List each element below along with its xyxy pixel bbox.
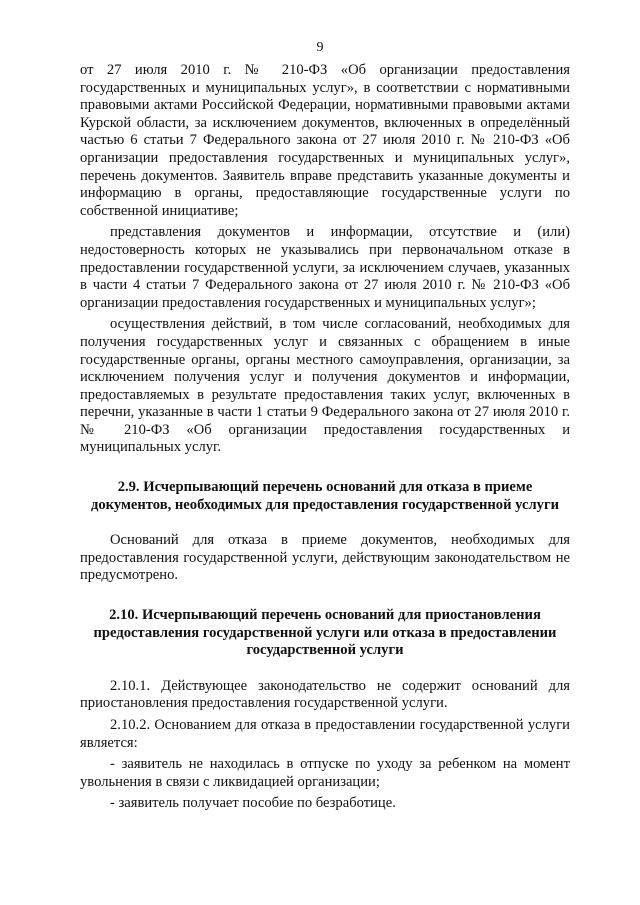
page-number: 9 <box>316 40 324 55</box>
paragraph-actions: осуществления действий, в том числе согласований, необходимых для получения государственных услуг и связанных с обращением в иные государственные органы, органы местного самоуправления, организации, за исключением получения услуг и получения документов и информации, предоставляемых в результате предоставления таких услуг, включенных в перечни, указанные в части 1 статьи 9 Федерального закона от 27 июля 2010 г. № 210-ФЗ «Об организации предоставления государственных и муниципальных услуг. <box>80 316 570 456</box>
document-body <box>80 62 570 813</box>
section-2-9-heading: 2.9. Исчерпывающий перечень оснований для отказа в приеме документов, необходимых для предоставления государственной услуги <box>91 479 559 513</box>
section-2-9-body: Оснований для отказа в приеме документов, необходимых для предоставления государственной услуги, действующим законодательством не предусмотрено. <box>80 532 570 584</box>
section-2-10-1: 2.10.1. Действующее законодательство не содержит оснований для приостановления предоставления государственной услуги. <box>80 677 570 712</box>
paragraph-continuation: от 27 июля 2010 г. № 210-ФЗ «Об организации предоставления государственных и муниципальных услуг», в соответствии с нормативными правовыми актами Российской Федерации, нормативными правовыми актами Курской области, за исключением документов, включенных в определённый частью 6 статьи 7 Федерального закона от 27 июля 2010 г. № 210-ФЗ «Об организации предоставления государственных и муниципальных услуг», перечень документов. Заявитель вправе представить указанные документы и информацию в органы, предоставляющие государственные услуги по собственной инициативе; <box>80 62 570 219</box>
section-2-10-2: 2.10.2. Основанием для отказа в предоставлении государственной услуги является: <box>80 717 570 751</box>
list-item: - заявитель не находилась в отпуске по уходу за ребенком на момент увольнения в связи с ликвидацией организации; <box>80 756 570 790</box>
list-item: - заявитель получает пособие по безработице. <box>110 795 396 812</box>
paragraph-documents-info: представления документов и информации, отсутствие и (или) недостоверность которых не указывались при первоначальном отказе в предоставлении государственной услуги, за исключением случаев, указанных в части 4 статьи 7 Федерального закона от 27 июля 2010 г. № 210-ФЗ «Об организации предоставления государственных и муниципальных услуг»; <box>80 224 570 311</box>
section-2-10-heading: 2.10. Исчерпывающий перечень оснований для приостановления предоставления государственной услуги или отказа в предоставлении государственной услуги <box>93 607 557 659</box>
